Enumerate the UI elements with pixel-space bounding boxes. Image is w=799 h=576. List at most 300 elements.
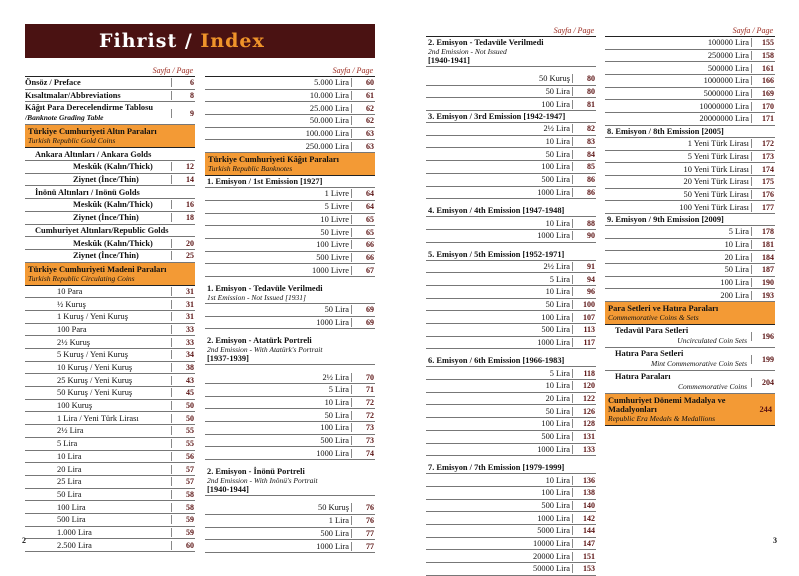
right-column-2: Sayfa / Page 100000 Lira 155 250000 Lira 158 500000 Lira 161 1000000 Lira 166 5000000 Lira 169 10000000 Lira 170 20000000 Lira 171 8. Emisyon / 8th Emission [2005] 1 Yeni Türk Lirası 172 5 Yeni Türk Lirası 173 10 Yeni Türk Lirası 174 20 Yeni Türk Lirası 175 50 Yeni Türk Lirası 176 100 Yeni Türk Lirası 177 9. Emisyon / 9th Emission [2009] 5 Lira 178 10 Lira 181 20 Lira 184 50 Lira 187 100 Lira 190 200 Lira 193 Para Setleri ve Hatıra Paraları Commemorative Coins & Sets Tedavül Para Setleri Uncirculated Coin Sets 196 Hatıra Para Setleri Mint Commemorative Coin Sets 199 Hatıra Paraları Commemorative Coins 204 Cumhuriyet Dönemi Madalya ve Madalyonları Republic Era Medals & Medallions 244 [605, 25, 775, 426]
entry-page-number: 176 [751, 190, 775, 199]
entry-page-number: 62 [351, 116, 375, 125]
entry-page-number: 126 [572, 407, 596, 416]
entry-page-number: 20 [171, 239, 195, 248]
entry-page-number: 50 [171, 401, 195, 410]
entry-page-number: 31 [171, 312, 195, 321]
entry-label: 100 Lira [541, 488, 570, 498]
entry-page-number: 138 [572, 488, 596, 497]
entry-page-number: 18 [171, 213, 195, 222]
entry-page-number: 57 [171, 477, 195, 486]
banknote-entry [426, 136, 596, 149]
entry-page-number: 122 [572, 394, 596, 403]
banknote-entry [426, 311, 596, 324]
entry-label: 10 Lira [57, 451, 82, 461]
banknote-entry [426, 431, 596, 444]
entry-label: ½ Kuruş [57, 299, 86, 309]
coin-entry [25, 400, 195, 413]
banknote-entry [426, 512, 596, 525]
entry-page-number: 58 [171, 503, 195, 512]
banknote-entry [426, 474, 596, 487]
entry-label: 50.000 Lira [309, 116, 349, 126]
coin-entry [205, 140, 375, 153]
banknote-entry [426, 261, 596, 274]
entry-page-number: 58 [171, 490, 195, 499]
entry-page-number: 174 [751, 165, 775, 174]
entry-label: 1000000 Lira [703, 76, 749, 86]
title-part2: Index [200, 30, 265, 52]
banknote-entry [426, 380, 596, 393]
coin-entry [25, 501, 195, 514]
entry-label: 5 Lira [328, 385, 349, 395]
entry-label: 10 Lira [545, 287, 570, 297]
banknote-entry [426, 487, 596, 500]
entry-page-number: 155 [751, 38, 775, 47]
entry-label: 1 Lira [328, 516, 349, 526]
entry-page-number: 170 [751, 102, 775, 111]
entry-page-number: 193 [751, 291, 775, 300]
emission-8-header: 8. Emisyon / 8th Emission [2005] [605, 126, 775, 138]
entry-label: Ziynet (İnce/Thin) [73, 251, 139, 261]
coin-entry [25, 311, 195, 324]
entry-page-number: 84 [572, 150, 596, 159]
title-part1: Fihrist [99, 30, 178, 52]
emission-2-header: 2. Emisyon - Atatürk Portreli 2nd Emission - With Atatürk's Portrait [1937-1939] [205, 335, 375, 365]
entry-page-number: 66 [351, 253, 375, 262]
entry-page-number: 66 [351, 240, 375, 249]
entry-page-number: 60 [351, 78, 375, 87]
right-column-1: Sayfa / Page 2. Emisyon - Tedavüle Verilmedi 2nd Emission - Not Issued [1940-1941] 50 Kuruş 80 50 Lira 80 100 Lira 81 3. Emisyon / 3rd Emission [1942-1947] 2½ Lira 82 10 Lira 83 50 Lira 84 100 Lira 85 500 Lira 86 1000 Lira 86 4. Emisyon / 4th Emission [1947-1948] 10 Lira 88 1000 Lira 90 5. Emisyon / 5th Emission [1952-1971] 2½ Lira 91 5 Lira 94 10 Lira 96 50 Lira 100 100 Lira 107 500 Lira 113 1000 Lira 117 6. Emisyon / 6th Emission [1966-1983] 5 Lira 118 10 Lira 120 20 Lira 122 50 Lira 126 100 Lira 128 500 Lira 131 1000 Lira 133 7. Emisyon / 7th Emission [1979-1999] 10 Lira 136 100 Lira 138 500 Lira 140 1000 Lira 142 5000 Lira 144 10000 Lira 147 20000 Lira 151 50000 Lira 153 [426, 25, 596, 576]
entry-label: İnönü Altınları / Inönü Golds [35, 187, 140, 197]
entry-label: 50 Kuruş / Yeni Kuruş [57, 388, 133, 398]
emission-2b-header: 2. Emisyon - İnönü Portreli 2nd Emission - With Inönü's Portrait [1940-1944] [205, 466, 375, 496]
banknote-entry [205, 435, 375, 448]
gold-entry [25, 237, 195, 250]
entry-label: 5 Yeni Türk Lirası [687, 151, 749, 161]
entry-page-number: 158 [751, 51, 775, 60]
entry-page-number: 181 [751, 240, 775, 249]
banknote-entry [605, 277, 775, 290]
entry-label: 100 Lira [541, 419, 570, 429]
entry-label: 1000 Livre [312, 265, 349, 275]
entry-page-number: 178 [751, 227, 775, 236]
emission-4-header: 4. Emisyon / 4th Emission [1947-1948] [426, 205, 596, 217]
entry-label: 1.000 Lira [57, 527, 92, 537]
banknote-entry [205, 515, 375, 528]
emission-7-header: 7. Emisyon / 7th Emission [1979-1999] [426, 462, 596, 474]
entry-label: Kâğıt Para Derecelendirme Tablosu /Banknote Grading Table [25, 103, 154, 123]
entry-page-number: 187 [751, 265, 775, 274]
entry-label: Meskûk (Kalın/Thick) [73, 238, 153, 248]
left-column-2: Sayfa / Page 5.000 Lira 60 10.000 Lira 61 25.000 Lira 62 50.000 Lira 62 100.000 Lira 63 250.000 Lira 63 Türkiye Cumhuriyeti Kâğıt Paraları Turkish Republic Banknotes 1. Emisyon / 1st Emission [1927] 1 Livre 64 5 Livre 64 10 Livre 65 50 Livre 65 100 Livre 66 500 Livre 66 1000 Livre 67 1. Emisyon - Tedavüle Verilmedi 1st Emission - Not Issued [1931] 50 Lira 69 1000 Lira 69 2. Emisyon - Atatürk Portreli 2nd Emission - With Atatürk's Portrait [1937-1939] 2½ Lira 70 5 Lira 71 10 Lira 72 50 Lira 72 100 Lira 73 500 Lira 73 1000 Lira 74 2. Emisyon - İnönü Portreli 2nd Emission - With Inönü's Portrait [1940-1944] 50 Kuruş 76 1 Lira 76 500 Lira 77 1000 Lira 77 [205, 65, 375, 553]
coin-entry [205, 90, 375, 103]
entry-label: 1000 Lira [537, 444, 570, 454]
coin-entry [25, 463, 195, 476]
entry-page-number: 45 [171, 388, 195, 397]
entry-page-number: 67 [351, 266, 375, 275]
banknote-entry [426, 217, 596, 230]
entry-page-number: 190 [751, 278, 775, 287]
entry-label: Ziynet (İnce/Thin) [73, 213, 139, 223]
banknote-entry [205, 201, 375, 214]
entry-label: 20 Yeni Türk Lirası [683, 177, 749, 187]
banknote-entry [205, 409, 375, 422]
set-entry: Hatıra Paraları Commemorative Coins 204 [605, 371, 775, 394]
entry-page-number: 64 [351, 189, 375, 198]
entry-label: 500 Lira [541, 325, 570, 335]
entry-page-number: 131 [572, 432, 596, 441]
banknote-entry [605, 226, 775, 239]
entry-page-number: 59 [171, 528, 195, 537]
entry-label: Meskûk (Kalın/Thick) [73, 200, 153, 210]
entry-label: 2½ Lira [543, 261, 570, 271]
entry-label: 5.000 Lira [314, 78, 349, 88]
banknote-entry [426, 230, 596, 243]
entry-page-number: 80 [572, 87, 596, 96]
banknote-entry [426, 123, 596, 136]
entry-label: 10 Para [57, 286, 83, 296]
entry-page-number: 16 [171, 200, 195, 209]
entry-page-number: 136 [572, 476, 596, 485]
entry-label: 50000 Lira [533, 564, 570, 574]
entry-page-number: 55 [171, 426, 195, 435]
left-column-1 [25, 65, 195, 552]
banknote-entry [205, 540, 375, 553]
sayfa-header: Sayfa / Page [25, 65, 195, 77]
entry-label: 10 Kuruş / Yeni Kuruş [57, 363, 133, 373]
banknote-entry [205, 422, 375, 435]
entry-page-number: 177 [751, 203, 775, 212]
entry-label: 50 Lira [545, 406, 570, 416]
entry-page-number: 144 [572, 526, 596, 535]
entry-page-number: 12 [171, 162, 195, 171]
entry-label: 1 Lira / Yeni Türk Lirası [57, 413, 139, 423]
coin-entry [25, 539, 195, 552]
banknote-entry [605, 251, 775, 264]
banknote-entry [605, 163, 775, 176]
banknote-entry [605, 138, 775, 151]
entry-label: 2½ Kuruş [57, 337, 91, 347]
coin-entry [25, 324, 195, 337]
entry-page-number: 74 [351, 449, 375, 458]
banknote-entry [426, 538, 596, 551]
entry-label: 1000 Lira [316, 448, 349, 458]
gold-entry [25, 199, 195, 212]
entry-label: 1 Yeni Türk Lirası [687, 139, 749, 149]
intro-entry [25, 90, 195, 103]
banknote-entry [605, 113, 775, 126]
banknote-entry [605, 100, 775, 113]
right-page [400, 0, 799, 574]
entry-page-number: 169 [751, 89, 775, 98]
entry-page-number: 55 [171, 439, 195, 448]
entry-label: 10 Yeni Türk Lirası [683, 164, 749, 174]
entry-label: 10 Lira [324, 398, 349, 408]
entry-page-number: 34 [171, 350, 195, 359]
emission-9-header: 9. Emisyon / 9th Emission [2009] [605, 214, 775, 226]
entry-label: 20 Lira [724, 252, 749, 262]
entry-page-number: 100 [572, 300, 596, 309]
emission-6-header: 6. Emisyon / 6th Emission [1966-1983] [426, 355, 596, 367]
entry-page-number: 70 [351, 373, 375, 382]
entry-page-number: 82 [572, 124, 596, 133]
entry-label: 100 Kuruş [57, 401, 93, 411]
entry-page-number: 140 [572, 501, 596, 510]
banknote-entry [605, 239, 775, 252]
entry-label: 500000 Lira [707, 63, 749, 73]
set-entry: Hatıra Para Setleri Mint Commemorative Coin Sets 199 [605, 348, 775, 371]
coin-entry [25, 298, 195, 311]
entry-label: 100 Lira [541, 99, 570, 109]
banknote-entry [205, 528, 375, 541]
banknote-entry [426, 337, 596, 350]
entry-page-number: 43 [171, 376, 195, 385]
entry-label: 5 Livre [324, 202, 349, 212]
emission-3-header: 3. Emisyon / 3rd Emission [1942-1947] [426, 111, 596, 123]
coin-entry [205, 102, 375, 115]
entry-label: 10.000 Lira [309, 91, 349, 101]
coin-entry [25, 362, 195, 375]
entry-page-number: 120 [572, 381, 596, 390]
emission-1-header: 1. Emisyon / 1st Emission [1927] [205, 176, 375, 188]
entry-label: 5000000 Lira [703, 89, 749, 99]
entry-label: 100 Lira [720, 278, 749, 288]
entry-label: Ziynet (İnce/Thin) [73, 175, 139, 185]
set-entry: Tedavül Para Setleri Uncirculated Coin Sets 196 [605, 325, 775, 348]
page-number-left: 2 [22, 536, 26, 545]
entry-label: 500 Lira [57, 515, 86, 525]
entry-label: 200 Lira [720, 290, 749, 300]
entry-page-number: 69 [351, 305, 375, 314]
entry-page-number: 31 [171, 300, 195, 309]
entry-label: 25 Kuruş / Yeni Kuruş [57, 375, 133, 385]
banknote-entry [205, 384, 375, 397]
banknote-entry [426, 444, 596, 457]
entry-page-number: 204 [751, 378, 775, 387]
banknote-entry [426, 174, 596, 187]
banknote-entry [426, 418, 596, 431]
entry-label: 500 Lira [320, 436, 349, 446]
entry-label: 5000 Lira [537, 526, 570, 536]
coin-entry [25, 374, 195, 387]
banknote-entry [205, 188, 375, 201]
entry-label: 1000 Lira [537, 231, 570, 241]
entry-label: 2½ Lira [57, 426, 84, 436]
banknote-entry [426, 161, 596, 174]
entry-label: 50 Lira [724, 265, 749, 275]
banknote-entry [605, 201, 775, 214]
entry-page-number: 91 [572, 262, 596, 271]
entry-label: 100 Yeni Türk Lirası [679, 202, 749, 212]
entry-label: 50 Lira [545, 87, 570, 97]
banknote-entry [426, 525, 596, 538]
entry-page-number: 161 [751, 64, 775, 73]
banknote-entry [426, 550, 596, 563]
entry-label: 25.000 Lira [309, 103, 349, 113]
entry-page-number: 61 [351, 91, 375, 100]
coin-entry [25, 412, 195, 425]
banknote-entry [605, 289, 775, 302]
entry-label: Ankara Altınları / Ankara Golds [35, 149, 152, 159]
banknote-entry [605, 88, 775, 101]
entry-label: 50 Lira [57, 489, 82, 499]
intro-entry [25, 102, 195, 125]
entry-label: 1 Livre [324, 189, 349, 199]
coin-entry [25, 489, 195, 502]
banknote-entry [426, 405, 596, 418]
entry-page-number: 9 [171, 109, 195, 118]
entry-label: 100 Lira [57, 502, 86, 512]
entry-page-number: 33 [171, 325, 195, 334]
entry-page-number: 6 [171, 78, 195, 87]
entry-page-number: 14 [171, 175, 195, 184]
gold-entry [25, 161, 195, 174]
circulating-coins-header: Türkiye Cumhuriyeti Madeni Paraları Turkish Republic Circulating Coins [25, 263, 195, 286]
entry-page-number: 62 [351, 104, 375, 113]
gold-entry [25, 174, 195, 187]
entry-page-number: 81 [572, 100, 596, 109]
entry-page-number: 85 [572, 162, 596, 171]
coin-entry [25, 527, 195, 540]
entry-page-number: 147 [572, 539, 596, 548]
entry-page-number: 118 [572, 369, 596, 378]
coin-entry [25, 451, 195, 464]
entry-label: 10000000 Lira [699, 101, 749, 111]
coin-entry [25, 514, 195, 527]
entry-label: 10 Lira [545, 475, 570, 485]
entry-page-number: 33 [171, 338, 195, 347]
entry-page-number: 57 [171, 465, 195, 474]
entry-page-number: 96 [572, 287, 596, 296]
banknote-entry [426, 563, 596, 576]
banknote-entry [426, 324, 596, 337]
intro-entry [25, 77, 195, 90]
entry-label: Önsöz / Preface [25, 78, 81, 88]
entry-page-number: 64 [351, 202, 375, 211]
entry-label: 1000 Lira [316, 541, 349, 551]
banknote-entry [205, 304, 375, 317]
entry-page-number: 199 [751, 355, 775, 364]
entry-page-number: 128 [572, 419, 596, 428]
entry-page-number: 173 [751, 152, 775, 161]
entry-page-number: 31 [171, 287, 195, 296]
entry-page-number: 151 [572, 552, 596, 561]
entry-label: 50 Kuruş [318, 503, 349, 513]
entry-page-number: 8 [171, 91, 195, 100]
banknote-entry [426, 286, 596, 299]
entry-page-number: 77 [351, 542, 375, 551]
entry-label: 5 Lira [549, 368, 570, 378]
entry-label: 250000 Lira [707, 51, 749, 61]
coin-entry [205, 77, 375, 90]
entry-label: 50 Lira [545, 299, 570, 309]
entry-label: 100.000 Lira [305, 129, 349, 139]
entry-page-number: 86 [572, 188, 596, 197]
entry-page-number: 76 [351, 516, 375, 525]
entry-label: 1000 Lira [537, 513, 570, 523]
entry-label: 500 Livre [316, 252, 349, 262]
entry-label: 50 Lira [324, 410, 349, 420]
gold-entry [25, 250, 195, 263]
entry-label: 10 Lira [724, 239, 749, 249]
entry-page-number: 71 [351, 385, 375, 394]
entry-label: 100 Livre [316, 240, 349, 250]
entry-page-number: 117 [572, 338, 596, 347]
medals-header: Cumhuriyet Dönemi Madalya ve Madalyonları Republic Era Medals & Medallions 244 [605, 394, 775, 426]
entry-label: 500 Lira [541, 432, 570, 442]
entry-label: 250.000 Lira [305, 141, 349, 151]
entry-label: 50 Livre [320, 227, 349, 237]
coin-entry [25, 425, 195, 438]
entry-label: 50 Lira [324, 305, 349, 315]
entry-label: 5 Lira [728, 227, 749, 237]
entry-page-number: 107 [572, 313, 596, 322]
banknote-entry [605, 50, 775, 63]
entry-page-number: 86 [572, 175, 596, 184]
entry-label: 50 Lira [545, 149, 570, 159]
entry-label: 50 Yeni Türk Lirası [683, 189, 749, 199]
banknote-entry [426, 367, 596, 380]
banknote-entry [426, 86, 596, 99]
banknote-entry [205, 239, 375, 252]
banknote-entry [426, 299, 596, 312]
entry-page-number: 80 [572, 74, 596, 83]
entry-page-number: 142 [572, 514, 596, 523]
banknotes-header: Türkiye Cumhuriyeti Kâğıt Paraları Turkish Republic Banknotes [205, 153, 375, 176]
entry-label: 500 Lira [541, 500, 570, 510]
entry-label: 20 Lira [545, 394, 570, 404]
entry-page-number: 38 [171, 363, 195, 372]
coin-entry [25, 476, 195, 489]
entry-label: 5 Kuruş / Yeni Kuruş [57, 350, 128, 360]
entry-page-number: 166 [751, 76, 775, 85]
entry-page-number: 184 [751, 253, 775, 262]
entry-label: 100 Para [57, 324, 87, 334]
entry-page-number: 94 [572, 275, 596, 284]
entry-page-number: 172 [751, 139, 775, 148]
entry-label: Cumhuriyet Altınları/Republic Golds [35, 225, 169, 235]
entry-page-number: 73 [351, 436, 375, 445]
emission-1b-header: 1. Emisyon - Tedavüle Verilmedi 1st Emission - Not Issued [1931] [205, 283, 375, 304]
banknote-entry [605, 176, 775, 189]
coin-entry [205, 115, 375, 128]
entry-page-number: 133 [572, 445, 596, 454]
banknote-entry [205, 397, 375, 410]
banknote-entry [426, 148, 596, 161]
entry-page-number: 73 [351, 423, 375, 432]
entry-page-number: 76 [351, 503, 375, 512]
entry-label: 1 Kuruş / Yeni Kuruş [57, 312, 128, 322]
entry-page-number: 175 [751, 177, 775, 186]
entry-label: 1000 Lira [316, 317, 349, 327]
gold-entry [25, 148, 195, 161]
entry-label: 10 Livre [320, 214, 349, 224]
banknote-entry [605, 151, 775, 164]
left-page [0, 0, 400, 559]
entry-label: 20000 Lira [533, 551, 570, 561]
entry-label: 20 Lira [57, 464, 82, 474]
entry-page-number: 59 [171, 515, 195, 524]
banknote-entry [605, 62, 775, 75]
entry-label: Meskûk (Kalın/Thick) [73, 162, 153, 172]
banknote-entry [205, 371, 375, 384]
entry-page-number: 56 [171, 452, 195, 461]
entry-label: 2½ Lira [322, 372, 349, 382]
entry-page-number: 113 [572, 325, 596, 334]
banknote-entry [605, 75, 775, 88]
entry-label: 500 Lira [320, 528, 349, 538]
entry-label: 100 Lira [541, 162, 570, 172]
entry-page-number: 72 [351, 411, 375, 420]
